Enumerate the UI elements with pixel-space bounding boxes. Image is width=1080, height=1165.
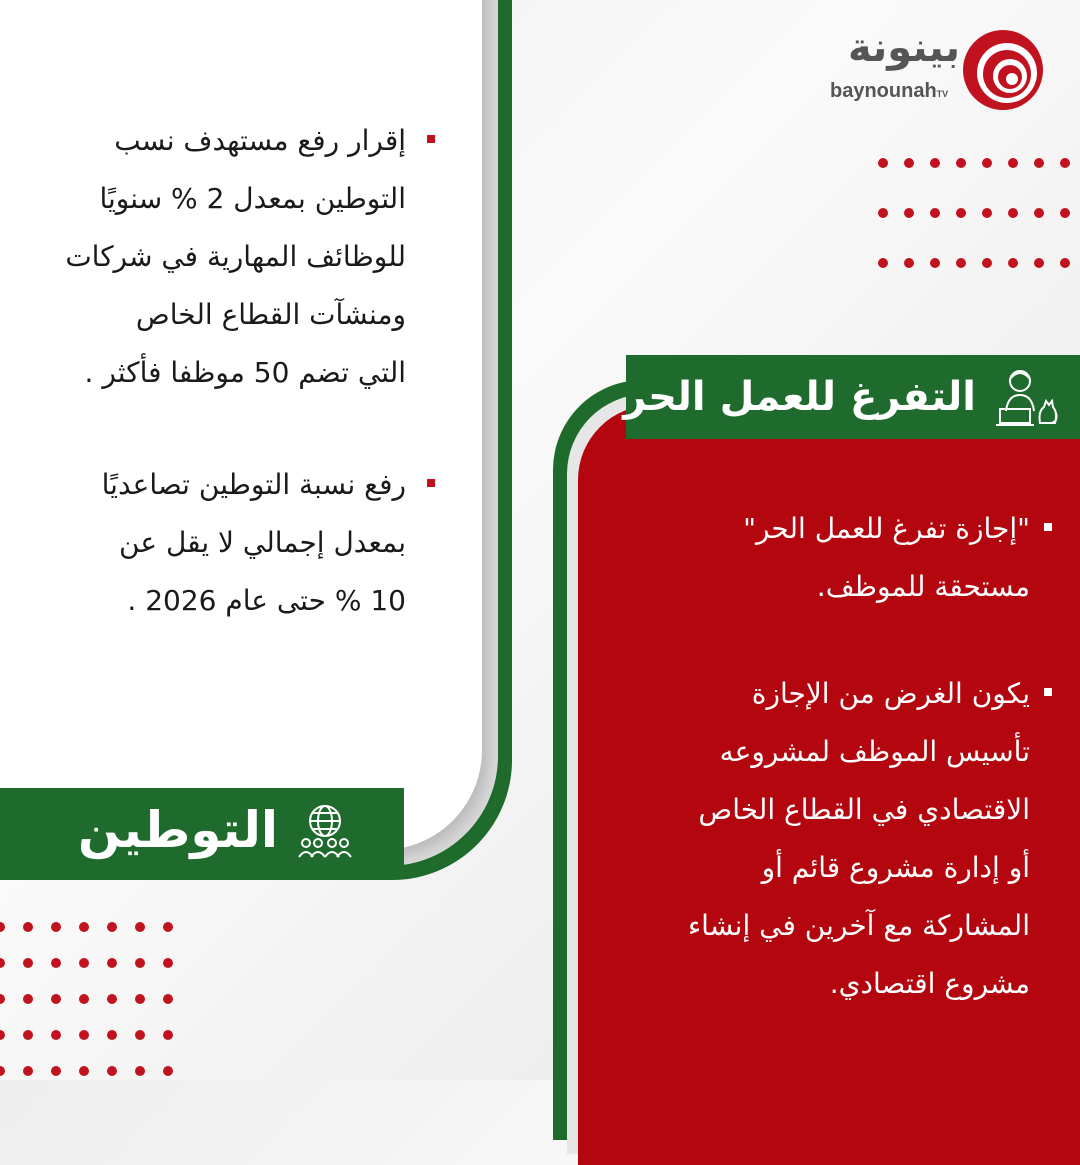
decorative-dot bbox=[51, 958, 61, 968]
decorative-dot bbox=[163, 1030, 173, 1040]
section-title-bar-emiratisation bbox=[0, 788, 404, 872]
brand-name-english bbox=[830, 80, 948, 103]
decorative-dot bbox=[956, 258, 966, 268]
bullet-marker bbox=[1044, 688, 1052, 696]
decorative-dot bbox=[79, 994, 89, 1004]
decorative-dot bbox=[163, 922, 173, 932]
decorative-dot bbox=[51, 922, 61, 932]
decorative-dot bbox=[135, 994, 145, 1004]
left-bullet-1 bbox=[40, 112, 406, 402]
decorative-dot bbox=[0, 1030, 5, 1040]
decorative-dot bbox=[79, 1030, 89, 1040]
decorative-dot bbox=[107, 1030, 117, 1040]
decorative-dots-bottom bbox=[0, 922, 173, 1076]
decorative-dot bbox=[163, 1066, 173, 1076]
decorative-dot bbox=[1060, 158, 1070, 168]
decorative-dot bbox=[135, 958, 145, 968]
text-line: التي تضم 50 موظفا فأكثر . bbox=[84, 356, 406, 389]
decorative-dot bbox=[904, 158, 914, 168]
section-title-bar-freelance bbox=[623, 355, 1080, 439]
brand-logo bbox=[830, 25, 1050, 115]
decorative-dot bbox=[163, 994, 173, 1004]
text-line: مشروع اقتصادي. bbox=[829, 967, 1030, 1000]
text-line: رفع نسبة التوطين تصاعديًا bbox=[101, 468, 406, 501]
text-line: ومنشآت القطاع الخاص bbox=[135, 298, 406, 331]
decorative-dot bbox=[23, 1066, 33, 1076]
decorative-dot bbox=[135, 922, 145, 932]
brand-tv-label: TV bbox=[936, 89, 949, 99]
decorative-dot bbox=[51, 994, 61, 1004]
decorative-dot bbox=[982, 158, 992, 168]
decorative-dot bbox=[23, 1030, 33, 1040]
brand-name-arabic: بينونة bbox=[847, 25, 960, 71]
decorative-dots-top bbox=[878, 158, 1070, 268]
right-bullet-1 bbox=[640, 500, 1030, 616]
text-line: تأسيس الموظف لمشروعه bbox=[719, 735, 1030, 768]
left-bullet-2 bbox=[40, 456, 406, 630]
text-line: التوطين بمعدل 2 % سنويًا bbox=[99, 182, 406, 215]
decorative-dot bbox=[1008, 208, 1018, 218]
decorative-dot bbox=[23, 958, 33, 968]
decorative-dot bbox=[51, 1030, 61, 1040]
decorative-dot bbox=[930, 208, 940, 218]
text-line: إقرار رفع مستهدف نسب bbox=[114, 124, 406, 157]
text-line: أو إدارة مشروع قائم أو bbox=[761, 851, 1030, 884]
decorative-dot bbox=[956, 158, 966, 168]
right-bullet-2 bbox=[640, 665, 1030, 1013]
decorative-dot bbox=[982, 208, 992, 218]
decorative-dot bbox=[1060, 258, 1070, 268]
decorative-dot bbox=[982, 258, 992, 268]
freelancer-laptop-icon bbox=[994, 365, 1058, 429]
decorative-dot bbox=[1034, 208, 1044, 218]
text-line: بمعدل إجمالي لا يقل عن bbox=[119, 526, 406, 559]
text-line: مستحقة للموظف. bbox=[816, 570, 1030, 603]
decorative-dot bbox=[135, 1066, 145, 1076]
text-line: الاقتصادي في القطاع الخاص bbox=[698, 793, 1030, 826]
decorative-dot bbox=[0, 922, 5, 932]
bullet-marker bbox=[1044, 523, 1052, 531]
bullet-marker bbox=[427, 135, 435, 143]
decorative-dot bbox=[904, 258, 914, 268]
decorative-dot bbox=[107, 922, 117, 932]
baynounah-logo-icon bbox=[960, 27, 1046, 113]
decorative-dot bbox=[1060, 208, 1070, 218]
bullet-marker bbox=[427, 479, 435, 487]
brand-name-english-text: baynounah bbox=[830, 80, 937, 102]
decorative-dot bbox=[51, 1066, 61, 1076]
decorative-dot bbox=[930, 258, 940, 268]
decorative-dot bbox=[904, 208, 914, 218]
text-line: 10 % حتى عام 2026 . bbox=[127, 584, 406, 617]
section-title: التفرغ للعمل الحر bbox=[623, 374, 976, 420]
decorative-dot bbox=[1034, 158, 1044, 168]
text-line: المشاركة مع آخرين في إنشاء bbox=[688, 909, 1030, 942]
decorative-dot bbox=[878, 158, 888, 168]
decorative-dot bbox=[878, 258, 888, 268]
decorative-dot bbox=[930, 158, 940, 168]
decorative-dot bbox=[135, 1030, 145, 1040]
decorative-dot bbox=[1008, 258, 1018, 268]
globe-people-icon bbox=[296, 801, 354, 859]
decorative-dot bbox=[79, 1066, 89, 1076]
decorative-dot bbox=[0, 958, 5, 968]
text-line: يكون الغرض من الإجازة bbox=[751, 677, 1030, 710]
decorative-dot bbox=[23, 994, 33, 1004]
decorative-dot bbox=[79, 958, 89, 968]
decorative-dot bbox=[107, 1066, 117, 1076]
text-line: "إجازة تفرغ للعمل الحر" bbox=[743, 512, 1030, 545]
decorative-dot bbox=[0, 994, 5, 1004]
decorative-dot bbox=[1034, 258, 1044, 268]
decorative-dot bbox=[107, 994, 117, 1004]
decorative-dot bbox=[163, 958, 173, 968]
decorative-dot bbox=[0, 1066, 5, 1076]
text-line: للوظائف المهارية في شركات bbox=[65, 240, 406, 273]
decorative-dot bbox=[79, 922, 89, 932]
decorative-dot bbox=[878, 208, 888, 218]
section-title: التوطين bbox=[77, 801, 278, 859]
decorative-dot bbox=[1008, 158, 1018, 168]
decorative-dot bbox=[23, 922, 33, 932]
decorative-dot bbox=[956, 208, 966, 218]
decorative-dot bbox=[107, 958, 117, 968]
